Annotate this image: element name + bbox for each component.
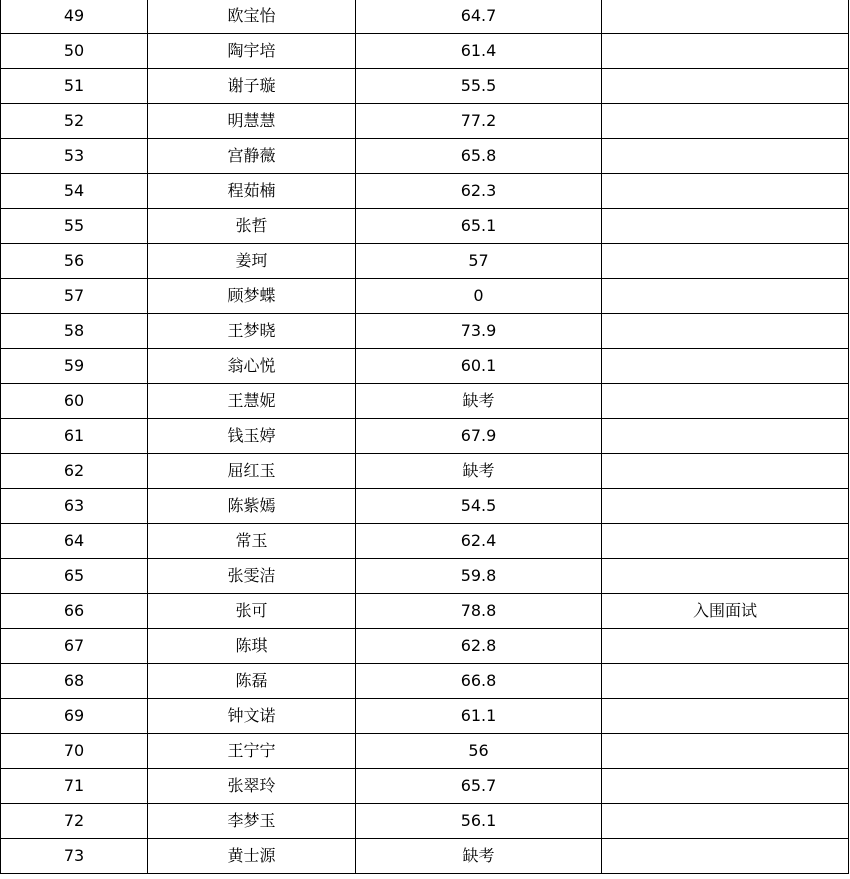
cell-note bbox=[602, 349, 849, 384]
cell-note bbox=[602, 279, 849, 314]
results-table-body bbox=[1, 0, 849, 874]
cell-name: 陶宇培 bbox=[148, 34, 356, 69]
cell-score: 77.2 bbox=[356, 104, 602, 139]
table-row bbox=[1, 559, 849, 594]
table-row bbox=[1, 34, 849, 69]
cell-number: 73 bbox=[1, 839, 148, 874]
cell-number: 52 bbox=[1, 104, 148, 139]
cell-name: 翁心悦 bbox=[148, 349, 356, 384]
cell-number: 66 bbox=[1, 594, 148, 629]
cell-score: 缺考 bbox=[356, 454, 602, 489]
cell-note bbox=[602, 804, 849, 839]
table-row bbox=[1, 244, 849, 279]
cell-note bbox=[602, 314, 849, 349]
cell-score: 57 bbox=[356, 244, 602, 279]
cell-score: 65.7 bbox=[356, 769, 602, 804]
cell-note bbox=[602, 629, 849, 664]
cell-number: 54 bbox=[1, 174, 148, 209]
cell-name: 张可 bbox=[148, 594, 356, 629]
table-row bbox=[1, 699, 849, 734]
cell-score: 65.8 bbox=[356, 139, 602, 174]
cell-number: 53 bbox=[1, 139, 148, 174]
cell-number: 63 bbox=[1, 489, 148, 524]
table-row bbox=[1, 664, 849, 699]
cell-score: 61.1 bbox=[356, 699, 602, 734]
cell-name: 钟文诺 bbox=[148, 699, 356, 734]
cell-score: 65.1 bbox=[356, 209, 602, 244]
cell-name: 李梦玉 bbox=[148, 804, 356, 839]
cell-name: 程茹楠 bbox=[148, 174, 356, 209]
cell-number: 60 bbox=[1, 384, 148, 419]
cell-name: 欧宝怡 bbox=[148, 0, 356, 34]
cell-score: 60.1 bbox=[356, 349, 602, 384]
cell-note bbox=[602, 244, 849, 279]
cell-number: 68 bbox=[1, 664, 148, 699]
table-row bbox=[1, 769, 849, 804]
cell-note bbox=[602, 174, 849, 209]
cell-note bbox=[602, 0, 849, 34]
cell-note bbox=[602, 454, 849, 489]
cell-note bbox=[602, 769, 849, 804]
cell-score: 73.9 bbox=[356, 314, 602, 349]
table-row bbox=[1, 804, 849, 839]
cell-score: 缺考 bbox=[356, 839, 602, 874]
table-row bbox=[1, 314, 849, 349]
cell-name: 陈琪 bbox=[148, 629, 356, 664]
cell-note bbox=[602, 419, 849, 454]
cell-note bbox=[602, 69, 849, 104]
table-row bbox=[1, 279, 849, 314]
table-row bbox=[1, 419, 849, 454]
table-row bbox=[1, 69, 849, 104]
cell-score: 62.3 bbox=[356, 174, 602, 209]
cell-number: 56 bbox=[1, 244, 148, 279]
cell-score: 55.5 bbox=[356, 69, 602, 104]
table-row bbox=[1, 489, 849, 524]
cell-number: 72 bbox=[1, 804, 148, 839]
cell-name: 钱玉婷 bbox=[148, 419, 356, 454]
cell-score: 56 bbox=[356, 734, 602, 769]
cell-number: 49 bbox=[1, 0, 148, 34]
cell-note bbox=[602, 524, 849, 559]
table-row bbox=[1, 139, 849, 174]
cell-score: 66.8 bbox=[356, 664, 602, 699]
cell-name: 张翠玲 bbox=[148, 769, 356, 804]
table-row bbox=[1, 384, 849, 419]
cell-number: 58 bbox=[1, 314, 148, 349]
cell-name: 谢子璇 bbox=[148, 69, 356, 104]
table-row bbox=[1, 174, 849, 209]
cell-number: 69 bbox=[1, 699, 148, 734]
cell-note bbox=[602, 139, 849, 174]
cell-name: 陈磊 bbox=[148, 664, 356, 699]
cell-number: 62 bbox=[1, 454, 148, 489]
cell-number: 50 bbox=[1, 34, 148, 69]
table-row bbox=[1, 594, 849, 629]
cell-number: 57 bbox=[1, 279, 148, 314]
table-row bbox=[1, 524, 849, 559]
cell-name: 王宁宁 bbox=[148, 734, 356, 769]
cell-score: 78.8 bbox=[356, 594, 602, 629]
cell-note bbox=[602, 734, 849, 769]
cell-name: 屈红玉 bbox=[148, 454, 356, 489]
cell-name: 张哲 bbox=[148, 209, 356, 244]
cell-name: 宫静薇 bbox=[148, 139, 356, 174]
cell-number: 71 bbox=[1, 769, 148, 804]
cell-note bbox=[602, 104, 849, 139]
cell-name: 顾梦蝶 bbox=[148, 279, 356, 314]
cell-number: 51 bbox=[1, 69, 148, 104]
cell-score: 59.8 bbox=[356, 559, 602, 594]
cell-score: 缺考 bbox=[356, 384, 602, 419]
cell-note bbox=[602, 489, 849, 524]
cell-score: 62.8 bbox=[356, 629, 602, 664]
cell-name: 姜珂 bbox=[148, 244, 356, 279]
cell-note bbox=[602, 34, 849, 69]
cell-name: 陈紫嫣 bbox=[148, 489, 356, 524]
cell-number: 59 bbox=[1, 349, 148, 384]
cell-number: 61 bbox=[1, 419, 148, 454]
cell-score: 54.5 bbox=[356, 489, 602, 524]
cell-name: 张雯洁 bbox=[148, 559, 356, 594]
cell-number: 65 bbox=[1, 559, 148, 594]
cell-score: 0 bbox=[356, 279, 602, 314]
table-row bbox=[1, 104, 849, 139]
cell-number: 70 bbox=[1, 734, 148, 769]
cell-score: 64.7 bbox=[356, 0, 602, 34]
cell-number: 55 bbox=[1, 209, 148, 244]
cell-note bbox=[602, 209, 849, 244]
cell-number: 64 bbox=[1, 524, 148, 559]
table-row bbox=[1, 734, 849, 769]
cell-number: 67 bbox=[1, 629, 148, 664]
cell-note bbox=[602, 664, 849, 699]
cell-name: 黄士源 bbox=[148, 839, 356, 874]
cell-name: 王慧妮 bbox=[148, 384, 356, 419]
cell-note bbox=[602, 384, 849, 419]
table-row bbox=[1, 629, 849, 664]
cell-name: 王梦晓 bbox=[148, 314, 356, 349]
table-row bbox=[1, 0, 849, 34]
table-row bbox=[1, 839, 849, 874]
cell-score: 61.4 bbox=[356, 34, 602, 69]
cell-score: 67.9 bbox=[356, 419, 602, 454]
cell-name: 明慧慧 bbox=[148, 104, 356, 139]
cell-score: 56.1 bbox=[356, 804, 602, 839]
table-row bbox=[1, 209, 849, 244]
cell-note: 入围面试 bbox=[602, 594, 849, 629]
cell-name: 常玉 bbox=[148, 524, 356, 559]
cell-note bbox=[602, 839, 849, 874]
cell-note bbox=[602, 559, 849, 594]
cell-note bbox=[602, 699, 849, 734]
cell-score: 62.4 bbox=[356, 524, 602, 559]
table-row bbox=[1, 454, 849, 489]
table-row bbox=[1, 349, 849, 384]
